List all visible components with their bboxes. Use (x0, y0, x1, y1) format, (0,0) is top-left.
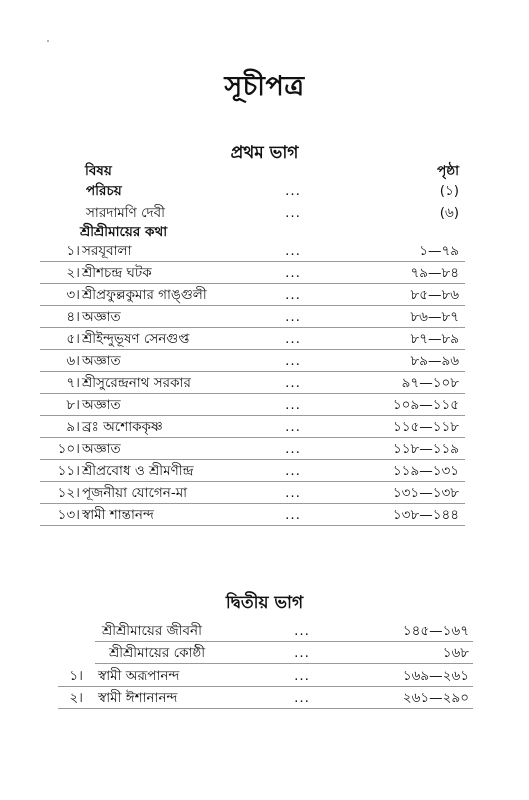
entry-page: (১) (439, 183, 459, 199)
leader-dots: ... (285, 485, 301, 501)
leader-dots: ... (285, 353, 301, 369)
leader-dots: ... (285, 463, 301, 479)
entry-label: পূজনীয়া যোগেন-মা (82, 485, 188, 501)
toc-entry-row (0, 394, 529, 416)
page-title: সূচীপত্র (224, 71, 305, 102)
entry-page: ১৩৮—১৪৪ (392, 507, 459, 523)
entry-number: ১০। (57, 441, 80, 457)
entry-page: ৯৭—১০৮ (401, 375, 459, 391)
part1-subheading: শ্রীশ্রীমায়ের কথা (80, 224, 168, 240)
entry-label: স্বামী ঈশানানন্দ (98, 690, 178, 706)
leader-dots: ... (294, 668, 310, 684)
row-separator (58, 708, 473, 709)
leader-dots: ... (294, 623, 310, 639)
entry-page: ১৬৯—২৬১ (402, 668, 469, 684)
leader-dots: ... (285, 441, 301, 457)
entry-label: পরিচয় (86, 183, 122, 199)
toc-entry-row (0, 438, 529, 460)
toc-entry-row (0, 504, 529, 526)
entry-page: ১১৮—১১৯ (392, 441, 459, 457)
entry-number: ২। (69, 690, 83, 706)
toc-entry-row (0, 416, 529, 438)
row-separator (40, 525, 465, 526)
leader-dots: ... (285, 309, 301, 325)
toc-entry-row (0, 460, 529, 482)
toc-entry-row (0, 240, 529, 262)
leader-dots: ... (285, 265, 301, 281)
toc-entry-row (0, 262, 529, 284)
entry-number: ১২। (57, 485, 80, 501)
leader-dots: ... (285, 419, 301, 435)
toc-entry-row (0, 372, 529, 394)
leader-dots: ... (294, 645, 310, 661)
leader-dots: ... (285, 205, 301, 221)
toc-entry-row (0, 284, 529, 306)
leader-dots: ... (285, 397, 301, 413)
entry-number: ৮। (66, 397, 80, 413)
entry-label: অজ্ঞাত (82, 441, 121, 457)
entry-label: শ্রীশ্রীমায়ের কোষ্ঠী (109, 645, 206, 661)
entry-label: শ্রীপ্রফুল্লকুমার গাঙ্গুলী (82, 287, 207, 303)
entry-page: ১৬৮ (442, 645, 469, 661)
leader-dots: ... (285, 287, 301, 303)
part1-intro-row (0, 180, 529, 202)
entry-label: শ্রীশ্রীমায়ের জীবনী (102, 623, 202, 639)
part2-heading: দ্বিতীয় ভাগ (225, 593, 304, 613)
entry-label: সরযূবালা (82, 243, 132, 259)
toc-entry-row (0, 687, 529, 709)
entry-page: ১১৫—১১৮ (392, 419, 459, 435)
entry-number: ১৩। (57, 507, 80, 523)
entry-page: ১—৭৯ (419, 243, 459, 259)
column-header-row (0, 160, 529, 182)
column-subject-label: বিষয় (85, 163, 112, 179)
entry-page: ২৬১—২৯০ (402, 690, 469, 706)
row-separator (95, 663, 473, 664)
entry-label: স্বামী অরূপানন্দ (98, 668, 180, 684)
toc-entry-row (0, 350, 529, 372)
part1-heading: প্রথম ভাগ (230, 143, 299, 163)
leader-dots: ... (285, 507, 301, 523)
leader-dots: ... (285, 375, 301, 391)
entry-page: ১০৯—১১৫ (392, 397, 459, 413)
entry-label: শ্রীইন্দুভূষণ সেনগুপ্ত (82, 331, 190, 347)
entry-number: ১। (66, 243, 80, 259)
entry-label: স্বামী শান্তানন্দ (82, 507, 154, 523)
entry-label: অজ্ঞাত (82, 397, 121, 413)
entry-page: ১১৯—১৩১ (392, 463, 459, 479)
leader-dots: ... (285, 183, 301, 199)
part2-intro-row (0, 642, 529, 664)
toc-entry-row (0, 306, 529, 328)
entry-page: ৮৫—৮৬ (410, 287, 459, 303)
entry-label: শ্রীশচন্দ্র ঘটক (82, 265, 152, 281)
entry-number: ৬। (66, 353, 80, 369)
entry-page: (৬) (439, 205, 459, 221)
toc-entry-row (0, 665, 529, 687)
entry-number: ৭। (66, 375, 80, 391)
entry-label: অজ্ঞাত (82, 353, 121, 369)
entry-page: ১৩১—১৩৮ (392, 485, 459, 501)
entry-label: সারদামণি দেবী (86, 205, 166, 221)
entry-number: ৯। (66, 419, 80, 435)
entry-page: ৭৯—৮৪ (410, 265, 459, 281)
leader-dots: ... (285, 331, 301, 347)
entry-page: ১৪৫—১৬৭ (402, 623, 469, 639)
part2-intro-row (0, 620, 529, 642)
entry-label: ব্রঃ অশোককৃষ্ণ (82, 419, 163, 435)
entry-number: ২। (66, 265, 80, 281)
entry-page: ৮৭—৮৯ (410, 331, 459, 347)
entry-number: ৫। (66, 331, 80, 347)
entry-number: ১১। (57, 463, 80, 479)
leader-dots: ... (285, 243, 301, 259)
entry-label: অজ্ঞাত (82, 309, 121, 325)
entry-page: ৮৯—৯৬ (410, 353, 459, 369)
toc-entry-row (0, 328, 529, 350)
scan-speck (47, 40, 49, 42)
entry-number: ১। (69, 668, 83, 684)
column-page-label: পৃষ্ঠা (437, 163, 459, 179)
entry-page: ৮৬—৮৭ (410, 309, 459, 325)
entry-number: ৩। (66, 287, 80, 303)
entry-number: ৪। (66, 309, 80, 325)
entry-label: শ্রীসুরেন্দ্রনাথ সরকার (82, 375, 191, 391)
toc-entry-row (0, 482, 529, 504)
entry-label: শ্রীপ্রবোধ ও শ্রীমণীন্দ্র (82, 463, 194, 479)
leader-dots: ... (294, 690, 310, 706)
